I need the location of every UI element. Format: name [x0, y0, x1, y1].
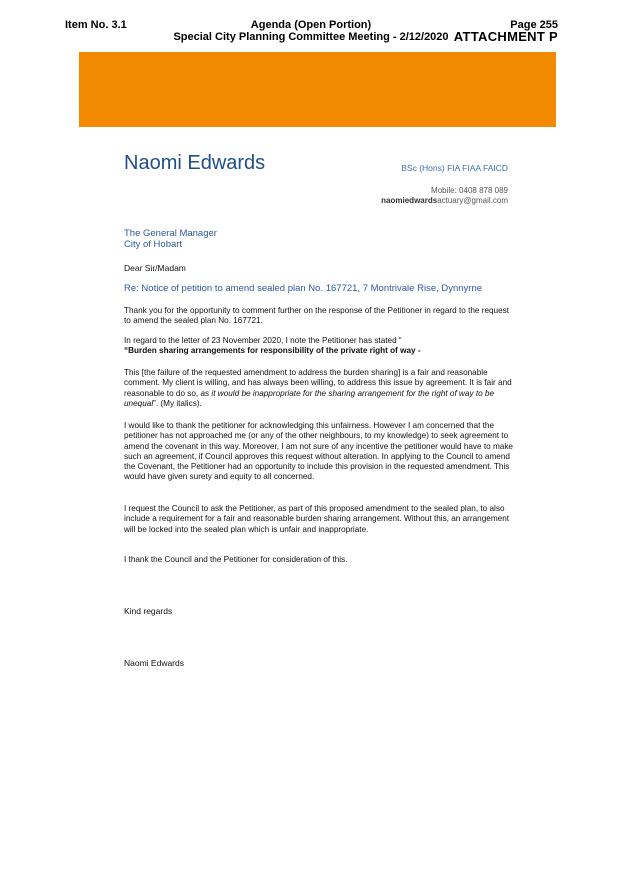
meeting-line: Special City Planning Committee Meeting - 2/12/2020 — [173, 31, 449, 43]
page-number: Page 255 — [510, 19, 558, 31]
sender-mobile: Mobile: 0408 878 089 — [431, 186, 508, 195]
recipient-address — [124, 228, 217, 250]
paragraph-2 — [124, 336, 514, 357]
paragraph-2-text: In regard to the letter of 23 November 2020, I note the Petitioner has stated “ — [124, 336, 402, 345]
item-number: Item No. 3.1 — [65, 19, 127, 31]
paragraph-1: Thank you for the opportunity to comment further on the response of the Petitioner in regard to the request to amend the sealed plan No. 167721. — [124, 306, 510, 326]
sender-name: Naomi Edwards — [124, 152, 266, 174]
subject-line: Re: Notice of petition to amend sealed plan No. 167721, 7 Montrivale Rise, Dynnyrne — [124, 283, 483, 294]
paragraph-3-text: This [the failure of the requested amendment to address the burden sharing] is a fair and reasonable comment. My client is willing, and has always been willing, to address this issue by agreement. It is fair and reasonable to do so, — [124, 368, 512, 398]
signature-name: Naomi Edwards — [124, 658, 184, 668]
recipient-line-2: City of Hobart — [124, 239, 183, 250]
paragraph-4: I would like to thank the petitioner for acknowledging this unfairness. However I am concerned that the petitioner has not approached me (or any of the other neighbours, to my knowledge) to seek agreement to amend the covenant in this way. Moreover, I am not sure of any incentive the petitioner would have to make such an agreement, if Council approves this request without alteration. In applying to the Council to amend the Covenant, the Petitioner had an opportunity to include this provision in the requested amendment. This would have given surety and equity to all concerned. — [124, 421, 513, 482]
sender-contact — [381, 186, 508, 206]
paragraph-5: I request the Council to ask the Petitioner, as part of this proposed amendment to the sealed plan, to also include a requirement for a fair and reasonable burden sharing arrangement. Without this, an arrangement will be locked into the sealed plan which is unfair and inappropriate. — [124, 504, 510, 534]
closing: Kind regards — [124, 606, 173, 616]
paragraph-2-quote: “Burden sharing arrangements for responsibility of the private right of way - — [124, 346, 421, 356]
salutation: Dear Sir/Madam — [124, 263, 186, 273]
paragraph-3 — [124, 368, 514, 409]
page-info — [454, 19, 558, 43]
recipient-line-1: The General Manager — [124, 228, 217, 239]
agenda-line: Agenda (Open Portion) — [250, 19, 372, 31]
paragraph-6: I thank the Council and the Petitioner for consideration of this. — [124, 555, 348, 564]
paragraph-3-italic: as it would be inappropriate for the sharing arrangement for the right of way to be unequal — [124, 388, 495, 408]
attachment-label: ATTACHMENT P — [453, 29, 558, 44]
letterhead-banner — [79, 52, 556, 127]
email-rest-part: actuary@gmail.com — [437, 196, 508, 205]
sender-email — [381, 196, 508, 206]
sender-qualifications: BSc (Hons) FIA FIAA FAICD — [401, 163, 508, 173]
email-bold-part: naomiedwards — [381, 196, 438, 205]
paragraph-3-end: ”. (My italics). — [153, 398, 202, 408]
